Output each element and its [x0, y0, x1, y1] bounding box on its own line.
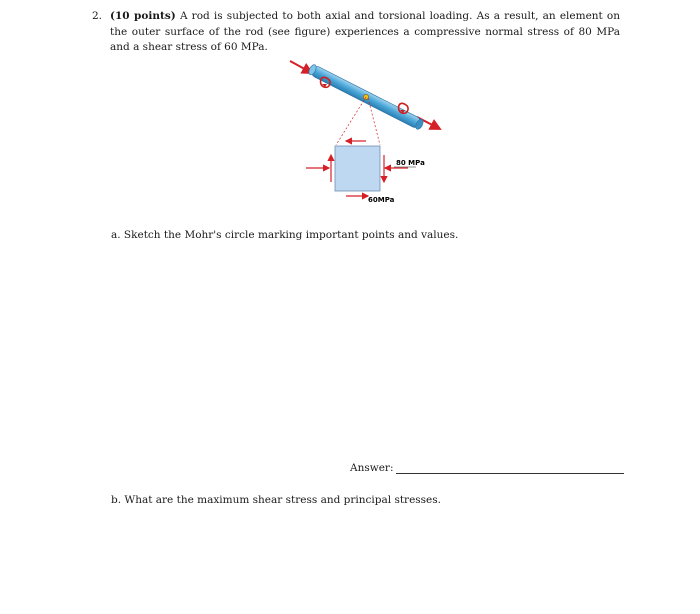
part-a-question: a. Sketch the Mohr's circle marking important points and values. [111, 229, 459, 241]
rod-stress-figure [284, 55, 444, 215]
problem-number: 2. [92, 10, 103, 22]
answer-row [350, 462, 624, 474]
normal-stress-label: 80 MPa [396, 159, 425, 167]
stress-element [335, 146, 380, 191]
problem-statement: A rod is subjected to both axial and torsional loading. As a result, an element on the outer surface of the rod (see figure) experiences a compressive normal stress of 80 MPa and a shear stress of 60 MPa. [110, 10, 621, 53]
problem-points: (10 points) [110, 10, 176, 22]
problem-statement-block [110, 9, 620, 56]
dashed-leader-left [336, 97, 366, 145]
answer-label: Answer: [350, 462, 394, 474]
rod-stress-diagram [284, 55, 444, 215]
problem-2 [92, 9, 620, 56]
shear-stress-label: 60MPa [368, 196, 395, 204]
answer-blank-line[interactable] [396, 463, 624, 474]
part-b-question: b. What are the maximum shear stress and principal stresses. [111, 494, 441, 506]
